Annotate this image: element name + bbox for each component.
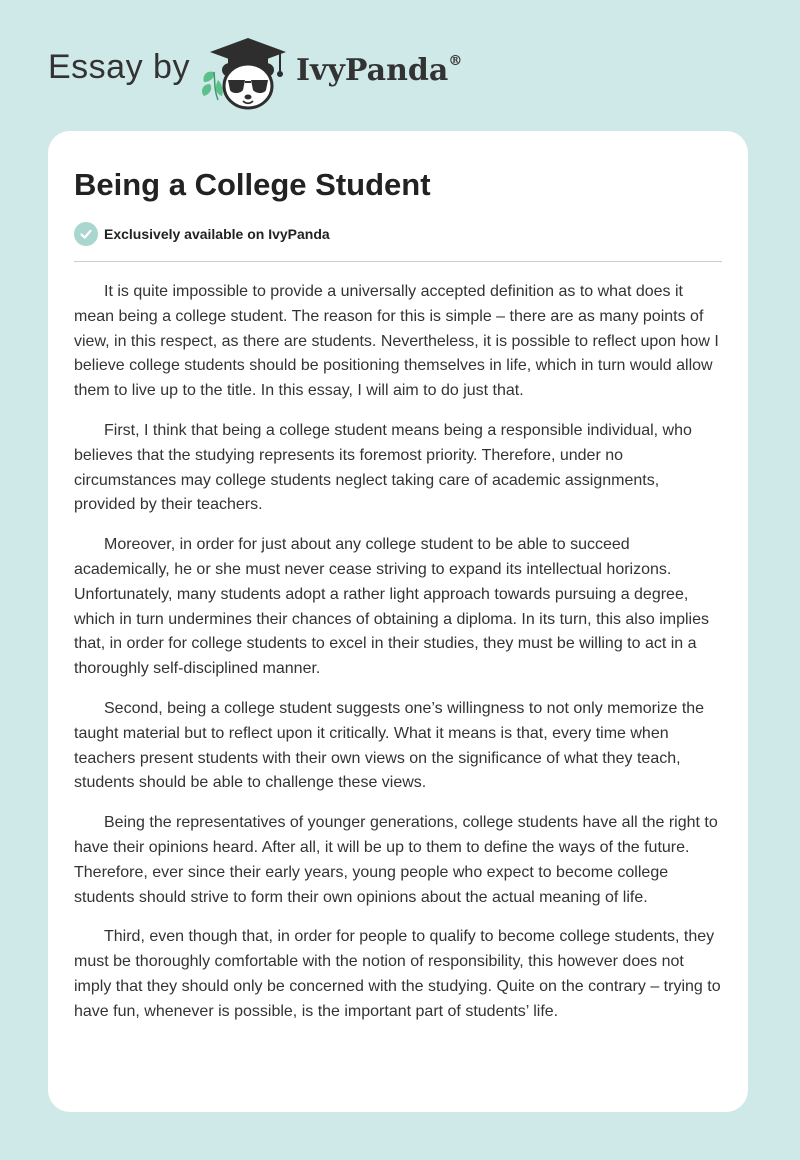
brand-text: IvyPanda (296, 53, 449, 88)
badge-label: Exclusively available on IvyPanda (104, 226, 330, 242)
paragraph: It is quite impossible to provide a universally accepted definition as to what does it mean being a college student. The reason for this is simple – there are as many points of view, in this respect, as there are students. Nevertheless, it is possible to reflect upon how I believe college students should be positioning themselves in life, which in turn would allow them to live up to the title. In this essay, I will aim to do just that. (74, 283, 719, 400)
paragraph: Moreover, in order for just about any college student to be able to succeed academically, he or she must never cease striving to expand its intellectual horizons. Unfortunately, many students adopt a rather light approach towards pursuing a degree, which in turn undermines their chances of obtaining a diploma. In its turn, this also implies that, in order for college students to excel in their studies, they must be willing to act in a thoroughly self-disciplined manner. (74, 536, 709, 678)
paragraph: First, I think that being a college student means being a responsible individual, who believes that the studying represents its foremost priority. Therefore, under no circumstances may college students neglect taking care of academic assignments, provided by their teachers. (74, 421, 692, 514)
paragraph: Third, even though that, in order for people to qualify to become college students, they must be thoroughly comfortable with the notion of responsibility, this however does not imply that they should only be concerned with the studying. Quite on the contrary – trying to have fun, whenever is possible, is the important part of students’ life. (74, 928, 721, 1020)
essay-by-label: Essay by (48, 48, 190, 86)
essay-card (48, 131, 748, 1112)
essay-body (74, 280, 722, 1040)
ivypanda-logo[interactable] (200, 34, 296, 112)
paragraph: Second, being a college student suggests one’s willingness to not only memorize the taught material but to reflect upon it critically. What it means is that, every time when teachers present students with their own views on the significance of what they teach, students should be able to challenge these views. (74, 699, 705, 792)
ivy-leaf-icon (202, 72, 223, 100)
essay-title: Being a College Student (74, 167, 431, 202)
paragraph: Being the representatives of younger generations, college students have all the right to have their opinions heard. After all, it will be up to them to define the ways of the future. Therefore, ever since their early years, young people who expect to become college students should strive to form their own opinions about the actual meaning of life. (74, 814, 718, 906)
divider (74, 261, 722, 262)
check-circle-icon (74, 222, 98, 246)
panda-graduate-icon (200, 34, 296, 112)
brand-name[interactable] (296, 53, 462, 88)
exclusive-badge (74, 222, 330, 246)
site-header (0, 0, 800, 130)
registered-mark: ® (448, 53, 463, 69)
